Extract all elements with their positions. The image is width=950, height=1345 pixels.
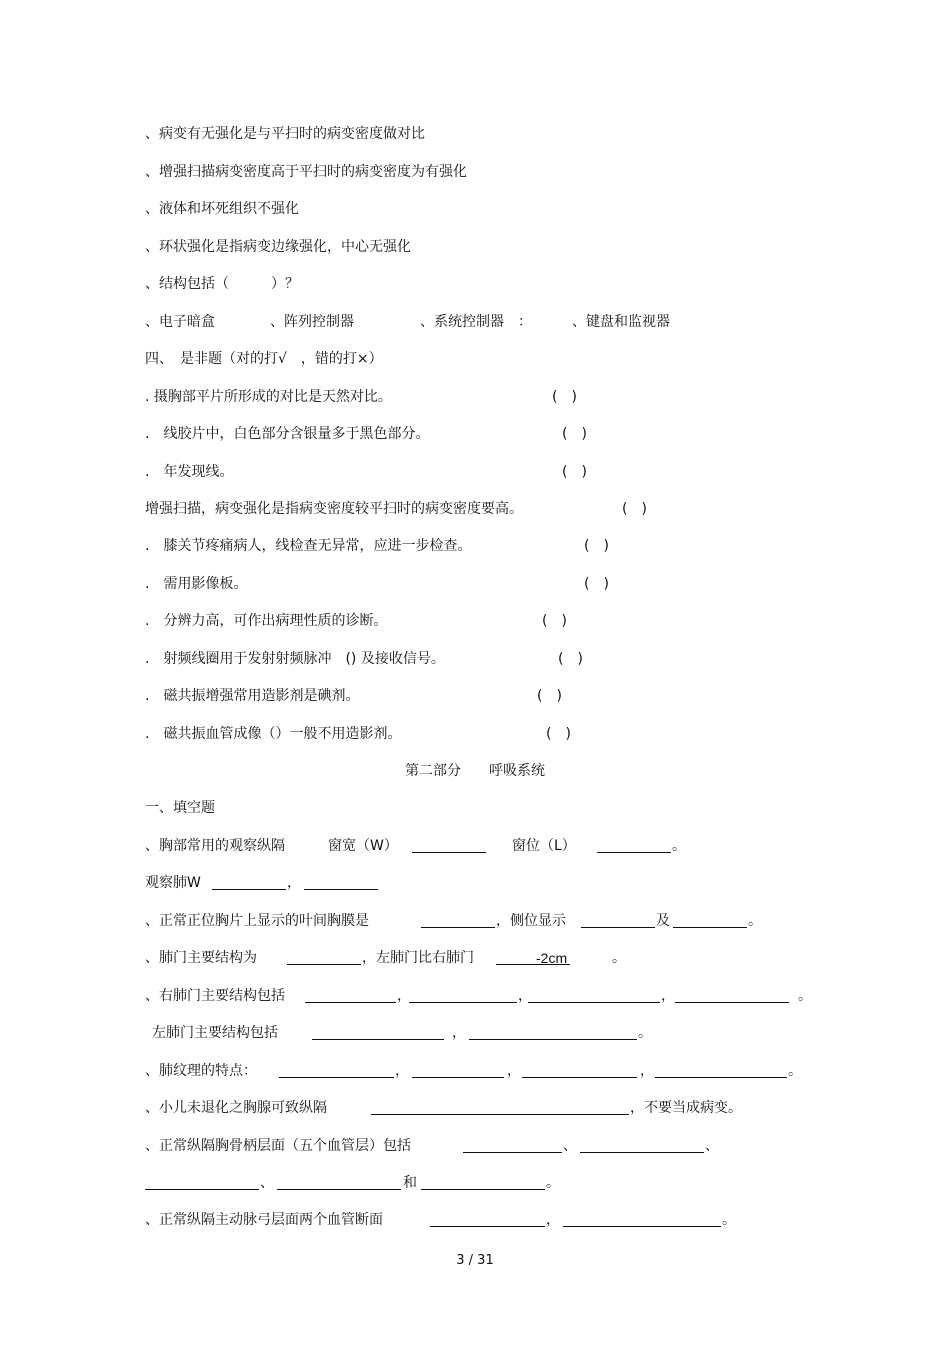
blank [528, 988, 660, 1003]
fill-heading: 一、填空题 [145, 800, 215, 816]
fill-6-sep: ， [452, 1025, 466, 1041]
blank [277, 1175, 401, 1190]
fill-7-text: 、肺纹理的特点： [145, 1063, 257, 1079]
blank [312, 1025, 444, 1040]
fill-4-value: -2cm [536, 950, 568, 966]
option-d: 、键盘和监视器 [572, 314, 670, 330]
fill-3-lateral: ，侧位显示 [496, 913, 566, 929]
fill-6-end: 。 [638, 1025, 652, 1041]
fill-2-comma: ， [287, 875, 301, 891]
blank [655, 1063, 787, 1078]
fill-3-and: 及 [656, 913, 670, 929]
fill-11-sep: ， [546, 1212, 560, 1228]
blank [412, 838, 486, 853]
fill-7-sep-3: ， [640, 1063, 654, 1079]
blank [412, 1063, 504, 1078]
blank [673, 913, 747, 928]
tf-item-4: 增强扫描，病变强化是指病变密度较平扫时的病变密度要高。 [145, 501, 523, 517]
tf-paren-3: ( ) [562, 464, 587, 480]
fill-4-text: 、肺门主要结构为 [145, 950, 257, 966]
tf-paren-5: ( ) [584, 538, 609, 554]
blank [563, 1212, 721, 1227]
blank [580, 1138, 704, 1153]
blank [421, 913, 495, 928]
page-number: 3 / 31 [456, 1253, 494, 1268]
statement-2: 、增强扫描病变密度高于平扫时的病变密度为有强化 [145, 164, 467, 180]
tf-item-6: . 需用影像板。 [145, 576, 248, 592]
fill-1-end: 。 [672, 838, 686, 854]
fill-8-text: 、小儿未退化之胸腺可致纵隔 [145, 1100, 327, 1116]
tf-item-9: . 磁共振增强常用造影剂是碘剂。 [145, 688, 360, 704]
fill-6-text: 左肺门主要结构包括 [152, 1025, 278, 1041]
fill-10-end: 。 [546, 1175, 560, 1191]
fill-5-sep-2: ， [518, 988, 532, 1004]
tf-paren-1: ( ) [552, 389, 577, 405]
section-title: 第二部分 呼吸系统 [405, 763, 545, 779]
fill-5-sep-3: ， [661, 988, 675, 1004]
blank [279, 1063, 394, 1078]
fill-1-text: 、胸部常用的观察纵隔 [145, 838, 285, 854]
tf-item-8: . 射频线圈用于发射射频脉冲 () 及接收信号。 [145, 651, 445, 667]
blank [145, 1175, 259, 1190]
tf-paren-7: ( ) [542, 613, 567, 629]
blank [463, 1138, 562, 1153]
tf-item-7: . 分辨力高，可作出病理性质的诊断。 [145, 613, 388, 629]
fill-4-end: 。 [612, 950, 626, 966]
fill-9-sep-2: 、 [705, 1138, 719, 1154]
blank [305, 988, 396, 1003]
option-b: 、阵列控制器 [270, 314, 354, 330]
blank [212, 875, 286, 890]
tf-item-5: . 膝关节疼痛病人，线检查无异常，应进一步检查。 [145, 538, 472, 554]
fill-2-text: 观察肺W [145, 875, 201, 891]
blank [469, 1025, 637, 1040]
fill-4-left-hilum: ，左肺门比右肺门 [362, 950, 474, 966]
fill-10-sep: 、 [260, 1175, 274, 1191]
tf-item-2: . 线胶片中，白色部分含银量多于黑色部分。 [145, 426, 430, 442]
fill-3-text: 、正常正位胸片上显示的叶间胸膜是 [145, 913, 369, 929]
fill-1-window-width: 窗宽（W） [328, 838, 398, 854]
blank [597, 838, 671, 853]
option-c: 、系统控制器 ： [420, 314, 532, 330]
fill-7-sep-1: ， [395, 1063, 409, 1079]
tf-paren-4: ( ) [622, 501, 647, 517]
blank [522, 1063, 637, 1078]
fill-9-text: 、正常纵隔胸骨柄层面（五个血管层）包括 [145, 1138, 411, 1154]
fill-11-text: 、正常纵隔主动脉弓层面两个血管断面 [145, 1212, 383, 1228]
tf-paren-2: ( ) [562, 426, 587, 442]
fill-7-end: 。 [788, 1063, 802, 1079]
section-heading-true-false: 四、 是非题（对的打√ ，错的打×） [145, 351, 383, 367]
question-structure: 、结构包括（ ）？ [145, 276, 299, 292]
fill-5-end: 。 [798, 988, 812, 1004]
fill-8-end: ，不要当成病变。 [630, 1100, 742, 1116]
tf-item-10: . 磁共振血管成像（）一般不用造影剂。 [145, 726, 402, 742]
tf-paren-8: ( ) [558, 651, 583, 667]
fill-3-end: 。 [748, 913, 762, 929]
fill-10-and: 和 [403, 1175, 417, 1191]
tf-paren-6: ( ) [584, 576, 609, 592]
fill-11-end: 。 [722, 1212, 736, 1228]
tf-item-3: . 年发现线。 [145, 464, 234, 480]
blank [371, 1100, 629, 1115]
fill-1-window-level: 窗位（L） [512, 838, 576, 854]
blank [430, 1212, 545, 1227]
statement-1: 、病变有无强化是与平扫时的病变密度做对比 [145, 126, 425, 142]
statement-4: 、环状强化是指病变边缘强化，中心无强化 [145, 239, 411, 255]
tf-paren-9: ( ) [537, 688, 562, 704]
statement-3: 、液体和坏死组织不强化 [145, 201, 299, 217]
fill-7-sep-2: ， [507, 1063, 521, 1079]
blank [581, 913, 655, 928]
fill-5-sep-1: ， [397, 988, 411, 1004]
fill-9-sep-1: 、 [563, 1138, 577, 1154]
option-a: 、电子暗盒 [145, 314, 215, 330]
blank [409, 988, 517, 1003]
blank [287, 950, 361, 965]
blank [304, 875, 378, 890]
tf-paren-10: ( ) [546, 726, 571, 742]
blank [421, 1175, 545, 1190]
blank [675, 988, 789, 1003]
fill-5-text: 、右肺门主要结构包括 [145, 988, 285, 1004]
tf-item-1: . 摄胸部平片所形成的对比是天然对比。 [145, 389, 392, 405]
